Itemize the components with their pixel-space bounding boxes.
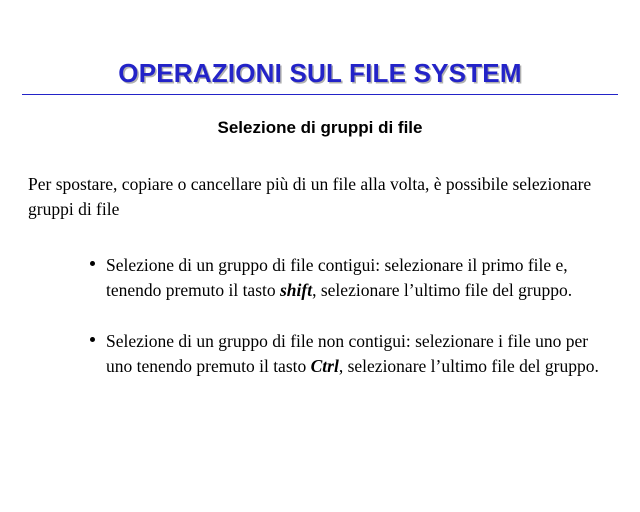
list-item [88, 329, 608, 379]
bullet-text-part1: Selezione di un gruppo di file contigui: selezionare il primo file e, tenendo premuto il tasto [106, 255, 568, 300]
bullet-dot-icon [90, 337, 95, 342]
bullet-text-part2: , selezionare l’ultimo file del gruppo. [312, 279, 573, 300]
slide-subtitle: Selezione di gruppi di file [217, 118, 423, 137]
bullet-list [88, 253, 608, 404]
bullet-dot-icon [90, 261, 95, 266]
bullet-text-part2: , selezionare l’ultimo file del gruppo. [338, 355, 599, 376]
title-divider [22, 94, 618, 95]
intro-paragraph: Per spostare, copiare o cancellare più di un file alla volta, è possibile selezionare gruppi di file [28, 174, 592, 219]
bullet-emphasis: shift [280, 279, 313, 300]
bullet-emphasis: Ctrl [310, 355, 339, 376]
list-item [88, 253, 608, 303]
page-title: OPERAZIONI SUL FILE SYSTEM [118, 58, 522, 88]
bullet-text-part1: Selezione di un gruppo di file non contigui: selezionare i file uno per uno tenendo premuto il tasto [106, 330, 589, 376]
